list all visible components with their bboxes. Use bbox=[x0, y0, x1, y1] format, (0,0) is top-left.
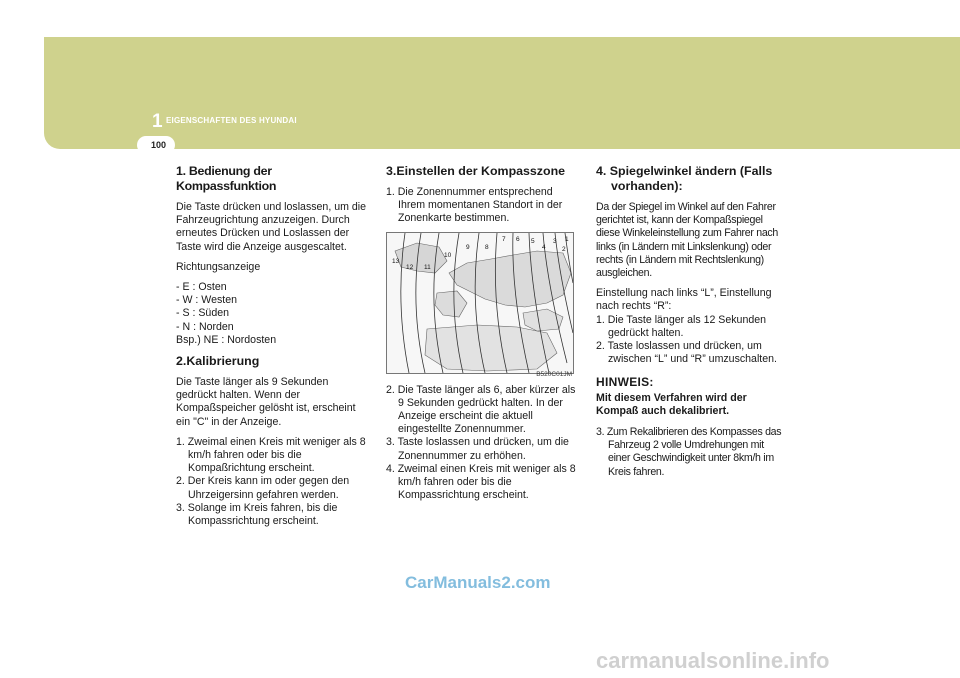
mirror-step: 3. Zum Rekalibrieren des Kompasses das Fahrzeug 2 volle Umdrehungen mit einer Geschwindigkeit unter 8km/h im Kreis fahren. bbox=[596, 426, 782, 478]
compass-operation-text: Die Taste drücken und loslassen, um die Fahrzeugrichtung anzuzeigen. Durch erneutes Drücken und Loslassen der Taste wird die Anzeige ausgescaltet. bbox=[176, 201, 367, 253]
note-title: HINWEIS: bbox=[596, 375, 654, 390]
calibration-step: 3. Solange im Kreis fahren, bis die Kompassrichtung erscheint. bbox=[176, 501, 338, 528]
zone-step: 1. Die Zonennummer entsprechend Ihrem momentanen Standort in der Zonenkarte bestimmen. bbox=[386, 186, 563, 225]
zone-label: 3 bbox=[553, 237, 557, 245]
zone-label: 9 bbox=[466, 243, 470, 251]
column-2 bbox=[386, 164, 576, 509]
zone-label: 6 bbox=[516, 235, 520, 243]
zone-label: 2 bbox=[562, 245, 566, 253]
watermark-carmanualsonline: carmanualsonline.info bbox=[596, 648, 830, 673]
calibration-step: 1. Zweimal einen Kreis mit weniger als 8 km/h fahren oder bis die Kompaßrichtung erscheint. bbox=[176, 435, 366, 475]
zone-label: 10 bbox=[444, 251, 452, 259]
zone-label: 4 bbox=[542, 243, 546, 251]
figure-code: B520C01JM bbox=[536, 371, 572, 379]
direction-item: - N : Norden bbox=[176, 320, 234, 333]
header-band bbox=[44, 37, 960, 149]
direction-label: Richtungsanzeige bbox=[176, 260, 261, 273]
direction-item: Bsp.) NE : Nordosten bbox=[176, 333, 277, 346]
column-1 bbox=[176, 164, 368, 535]
chapter-title: EIGENSCHAFTEN DES HYUNDAI bbox=[166, 116, 297, 125]
zone-label: 5 bbox=[531, 237, 535, 245]
note-body: Mit diesem Verfahren wird der Kompaß auch dekalibriert. bbox=[596, 391, 747, 417]
zone-steps bbox=[386, 384, 576, 503]
direction-list bbox=[176, 281, 368, 347]
heading-mirror-angle: 4. Spiegelwinkel ändern (Falls vorhanden): bbox=[596, 164, 773, 193]
zone-label: 13 bbox=[392, 257, 400, 265]
page-number: 100 bbox=[151, 140, 167, 150]
calibration-step: 2. Der Kreis kann im oder gegen den Uhrzeigersinn gefahren werden. bbox=[176, 475, 350, 501]
zone-map-figure bbox=[386, 232, 574, 380]
zone-label: 1 bbox=[565, 235, 569, 243]
zone-map-labels bbox=[386, 232, 572, 372]
zone-step: 4. Zweimal einen Kreis mit weniger als 8 km/h fahren oder bis die Kompassrichtung erscheint. bbox=[386, 462, 576, 502]
direction-item: - E : Osten bbox=[176, 281, 227, 294]
zone-label: 7 bbox=[502, 235, 506, 243]
calibration-text: Die Taste länger als 9 Sekunden gedrückt halten. Wenn der Kompaßspeicher gelösht ist, erscheint ein "C" in der Anzeige. bbox=[176, 376, 356, 428]
calibration-steps bbox=[176, 436, 368, 528]
mirror-step: 2. Taste loslassen und drücken, um zwischen “L” und “R” umzuschalten. bbox=[596, 340, 777, 366]
heading-compass-zone: 3.Einstellen der Kompasszone bbox=[386, 164, 566, 178]
mirror-step: 1. Die Taste länger als 12 Sekunden gedrückt halten. bbox=[596, 313, 767, 339]
zone-label: 12 bbox=[406, 263, 414, 271]
mirror-angle-text: Da der Spiegel im Winkel auf den Fahrer gerichtet ist, kann der Kompaßspiegel diese Winkeleinstellung zum Fahrer nach links (in Ländern mit Linkslenkung) oder rechts (in Ländern mit Rechtslenkung) ausgleichen. bbox=[596, 201, 779, 280]
heading-calibration: 2.Kalibrierung bbox=[176, 354, 260, 369]
zone-label: 11 bbox=[424, 263, 431, 271]
direction-item: - W : Westen bbox=[176, 294, 238, 307]
zone-step: 3. Taste loslassen und drücken, um die Zonennummer zu erhöhen. bbox=[386, 436, 569, 462]
mirror-steps bbox=[596, 314, 788, 367]
zone-step: 2. Die Taste länger als 6, aber kürzer als 9 Sekunden gedrückt halten. In der Anzeige erscheint die aktuell eingestellte Zonennummer. bbox=[386, 383, 576, 436]
chapter-number: 1 bbox=[152, 111, 163, 132]
column-3 bbox=[596, 164, 788, 479]
zone-label: 8 bbox=[485, 243, 489, 251]
direction-item: - S : Süden bbox=[176, 307, 229, 320]
mirror-setting-text: Einstellung nach links “L”, Einstellung nach rechts “R”: bbox=[596, 287, 772, 313]
watermark-carmanuals2: CarManuals2.com bbox=[405, 573, 551, 592]
heading-compass-operation: 1. Bedienung der Kompassfunktion bbox=[176, 164, 277, 193]
